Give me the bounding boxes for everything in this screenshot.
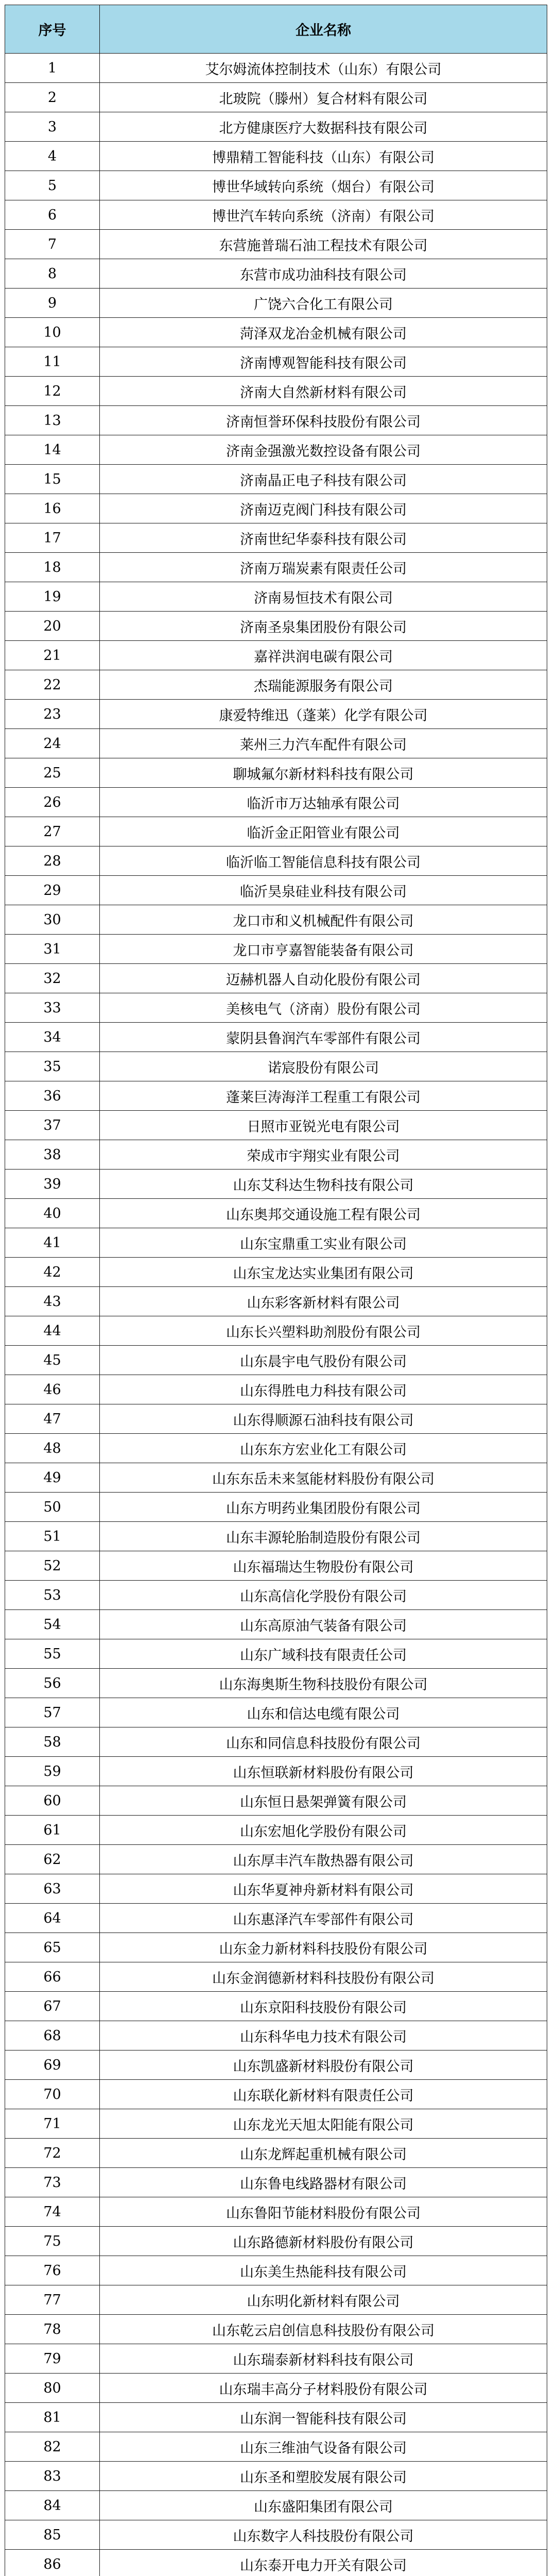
serial-number-cell: 11 (5, 347, 100, 377)
serial-number-cell: 39 (5, 1170, 100, 1199)
serial-number-cell: 80 (5, 2374, 100, 2403)
company-name-cell: 山东瑞丰高分子材料股份有限公司 (100, 2374, 547, 2403)
serial-number-cell: 46 (5, 1375, 100, 1404)
company-name-cell: 东营施普瑞石油工程技术有限公司 (100, 230, 547, 259)
company-table (5, 5, 547, 2576)
table-row (5, 1493, 547, 1522)
table-row (5, 1757, 547, 1786)
serial-number-cell: 65 (5, 1933, 100, 1962)
company-name-cell: 山东龙光天旭太阳能有限公司 (100, 2109, 547, 2139)
company-name-cell: 美核电气（济南）股份有限公司 (100, 993, 547, 1023)
serial-number-cell: 58 (5, 1727, 100, 1757)
company-name-cell: 山东金力新材料科技股份有限公司 (100, 1933, 547, 1962)
serial-number-cell: 59 (5, 1757, 100, 1786)
table-row (5, 435, 547, 465)
serial-number-cell: 60 (5, 1786, 100, 1816)
table-row (5, 1170, 547, 1199)
company-name-cell: 北玻院（滕州）复合材料有限公司 (100, 83, 547, 112)
serial-number-cell: 15 (5, 465, 100, 494)
serial-number-cell: 76 (5, 2256, 100, 2285)
table-row (5, 171, 547, 200)
table-row (5, 1023, 547, 1052)
serial-number-cell: 63 (5, 1874, 100, 1904)
company-name-cell: 山东高原油气装备有限公司 (100, 1610, 547, 1639)
table-row (5, 377, 547, 406)
serial-number-cell: 14 (5, 435, 100, 465)
table-row (5, 230, 547, 259)
table-row (5, 1639, 547, 1669)
table-row (5, 2227, 547, 2256)
serial-number-cell: 25 (5, 758, 100, 788)
table-row (5, 817, 547, 846)
serial-number-cell: 51 (5, 1522, 100, 1551)
serial-number-cell: 75 (5, 2227, 100, 2256)
table-row (5, 1346, 547, 1375)
company-name-cell: 迈赫机器人自动化股份有限公司 (100, 964, 547, 993)
serial-number-cell: 79 (5, 2344, 100, 2374)
company-name-cell: 济南金强激光数控设备有限公司 (100, 435, 547, 465)
serial-number-cell: 22 (5, 670, 100, 700)
serial-number-cell: 72 (5, 2139, 100, 2168)
serial-number-cell: 2 (5, 83, 100, 112)
table-row (5, 905, 547, 935)
table-row (5, 758, 547, 788)
company-name-cell: 山东和信达电缆有限公司 (100, 1698, 547, 1727)
table-row (5, 1874, 547, 1904)
serial-number-cell: 70 (5, 2080, 100, 2109)
table-row (5, 935, 547, 964)
company-name-cell: 嘉祥洪润电碳有限公司 (100, 641, 547, 670)
header-company-name: 企业名称 (100, 5, 547, 54)
serial-number-cell: 41 (5, 1228, 100, 1258)
table-header (5, 5, 547, 54)
table-row (5, 993, 547, 1023)
serial-number-cell: 78 (5, 2315, 100, 2344)
table-row (5, 1727, 547, 1757)
serial-number-cell: 3 (5, 112, 100, 142)
serial-number-cell: 30 (5, 905, 100, 935)
company-name-cell: 龙口市亨嘉智能装备有限公司 (100, 935, 547, 964)
serial-number-cell: 45 (5, 1346, 100, 1375)
company-name-cell: 山东宏旭化学股份有限公司 (100, 1816, 547, 1845)
table-body (5, 54, 547, 2576)
table-row (5, 2139, 547, 2168)
company-name-cell: 山东得顺源石油科技有限公司 (100, 1404, 547, 1434)
company-name-cell: 济南博观智能科技有限公司 (100, 347, 547, 377)
serial-number-cell: 35 (5, 1052, 100, 1081)
serial-number-cell: 27 (5, 817, 100, 846)
company-name-cell: 山东恒联新材料股份有限公司 (100, 1757, 547, 1786)
company-list-sheet (5, 5, 547, 2576)
serial-number-cell: 33 (5, 993, 100, 1023)
serial-number-cell: 29 (5, 876, 100, 905)
company-name-cell: 山东三维油气设备有限公司 (100, 2432, 547, 2462)
serial-number-cell: 1 (5, 54, 100, 83)
table-row (5, 2256, 547, 2285)
table-row (5, 1962, 547, 1992)
company-name-cell: 山东晨宇电气股份有限公司 (100, 1346, 547, 1375)
table-row (5, 406, 547, 435)
table-row (5, 259, 547, 289)
serial-number-cell: 47 (5, 1404, 100, 1434)
table-row (5, 465, 547, 494)
company-name-cell: 山东宝鼎重工实业有限公司 (100, 1228, 547, 1258)
serial-number-cell: 16 (5, 494, 100, 523)
serial-number-cell: 54 (5, 1610, 100, 1639)
table-row (5, 1786, 547, 1816)
table-row (5, 876, 547, 905)
company-name-cell: 荣成市宇翔实业有限公司 (100, 1140, 547, 1170)
company-name-cell: 博鼎精工智能科技（山东）有限公司 (100, 142, 547, 171)
table-row (5, 1904, 547, 1933)
table-row (5, 2050, 547, 2080)
serial-number-cell: 32 (5, 964, 100, 993)
company-name-cell: 艾尔姆流体控制技术（山东）有限公司 (100, 54, 547, 83)
table-row (5, 2374, 547, 2403)
company-name-cell: 济南晶正电子科技有限公司 (100, 465, 547, 494)
table-row (5, 1522, 547, 1551)
table-row (5, 1816, 547, 1845)
serial-number-cell: 86 (5, 2550, 100, 2576)
company-name-cell: 临沂临工智能信息科技有限公司 (100, 846, 547, 876)
company-name-cell: 博世华域转向系统（烟台）有限公司 (100, 171, 547, 200)
company-name-cell: 山东凯盛新材料股份有限公司 (100, 2050, 547, 2080)
company-name-cell: 莱州三力汽车配件有限公司 (100, 729, 547, 758)
table-row (5, 1581, 547, 1610)
company-name-cell: 山东泰开电力开关有限公司 (100, 2550, 547, 2576)
header-row (5, 5, 547, 54)
company-name-cell: 广饶六合化工有限公司 (100, 289, 547, 318)
serial-number-cell: 83 (5, 2462, 100, 2491)
serial-number-cell: 36 (5, 1081, 100, 1111)
table-row (5, 2285, 547, 2315)
company-name-cell: 济南万瑞炭素有限责任公司 (100, 553, 547, 582)
company-name-cell: 山东瑞泰新材料科技有限公司 (100, 2344, 547, 2374)
company-name-cell: 聊城氟尔新材料科技有限公司 (100, 758, 547, 788)
table-row (5, 582, 547, 612)
table-row (5, 2491, 547, 2520)
company-name-cell: 山东丰源轮胎制造股份有限公司 (100, 1522, 547, 1551)
serial-number-cell: 68 (5, 2021, 100, 2050)
company-name-cell: 济南大自然新材料有限公司 (100, 377, 547, 406)
serial-number-cell: 48 (5, 1434, 100, 1463)
table-row (5, 1698, 547, 1727)
company-name-cell: 山东京阳科技股份有限公司 (100, 1992, 547, 2021)
serial-number-cell: 19 (5, 582, 100, 612)
table-row (5, 670, 547, 700)
serial-number-cell: 10 (5, 318, 100, 347)
table-row (5, 1287, 547, 1316)
serial-number-cell: 24 (5, 729, 100, 758)
table-row (5, 641, 547, 670)
table-row (5, 1992, 547, 2021)
company-name-cell: 杰瑞能源服务有限公司 (100, 670, 547, 700)
table-row (5, 1610, 547, 1639)
company-name-cell: 山东科华电力技术有限公司 (100, 2021, 547, 2050)
table-row (5, 1551, 547, 1581)
table-row (5, 1463, 547, 1493)
table-row (5, 729, 547, 758)
company-name-cell: 山东金润德新材料科技股份有限公司 (100, 1962, 547, 1992)
table-row (5, 1404, 547, 1434)
table-row (5, 2520, 547, 2550)
table-row (5, 2168, 547, 2197)
serial-number-cell: 6 (5, 200, 100, 230)
company-name-cell: 山东和同信息科技股份有限公司 (100, 1727, 547, 1757)
table-row (5, 1111, 547, 1140)
table-row (5, 2462, 547, 2491)
serial-number-cell: 77 (5, 2285, 100, 2315)
serial-number-cell: 74 (5, 2197, 100, 2227)
serial-number-cell: 34 (5, 1023, 100, 1052)
serial-number-cell: 56 (5, 1669, 100, 1698)
company-name-cell: 济南恒誉环保科技股份有限公司 (100, 406, 547, 435)
company-name-cell: 博世汽车转向系统（济南）有限公司 (100, 200, 547, 230)
company-name-cell: 山东华夏神舟新材料有限公司 (100, 1874, 547, 1904)
table-row (5, 612, 547, 641)
serial-number-cell: 20 (5, 612, 100, 641)
table-row (5, 2109, 547, 2139)
company-name-cell: 蒙阴县鲁润汽车零部件有限公司 (100, 1023, 547, 1052)
table-row (5, 83, 547, 112)
company-name-cell: 龙口市和义机械配件有限公司 (100, 905, 547, 935)
serial-number-cell: 73 (5, 2168, 100, 2197)
table-row (5, 788, 547, 817)
serial-number-cell: 23 (5, 700, 100, 729)
serial-number-cell: 31 (5, 935, 100, 964)
company-name-cell: 山东恒日悬架弹簧有限公司 (100, 1786, 547, 1816)
company-name-cell: 山东厚丰汽车散热器有限公司 (100, 1845, 547, 1874)
table-row (5, 523, 547, 553)
serial-number-cell: 17 (5, 523, 100, 553)
serial-number-cell: 21 (5, 641, 100, 670)
company-name-cell: 济南圣泉集团股份有限公司 (100, 612, 547, 641)
company-name-cell: 山东彩客新材料有限公司 (100, 1287, 547, 1316)
company-name-cell: 济南世纪华泰科技有限公司 (100, 523, 547, 553)
table-row (5, 1199, 547, 1228)
serial-number-cell: 62 (5, 1845, 100, 1874)
company-name-cell: 山东长兴塑料助剂股份有限公司 (100, 1316, 547, 1346)
serial-number-cell: 40 (5, 1199, 100, 1228)
serial-number-cell: 85 (5, 2520, 100, 2550)
table-row (5, 112, 547, 142)
table-row (5, 1933, 547, 1962)
serial-number-cell: 38 (5, 1140, 100, 1170)
table-row (5, 700, 547, 729)
table-row (5, 553, 547, 582)
serial-number-cell: 71 (5, 2109, 100, 2139)
serial-number-cell: 84 (5, 2491, 100, 2520)
company-name-cell: 临沂昊泉硅业科技有限公司 (100, 876, 547, 905)
table-row (5, 1316, 547, 1346)
serial-number-cell: 4 (5, 142, 100, 171)
serial-number-cell: 53 (5, 1581, 100, 1610)
serial-number-cell: 67 (5, 1992, 100, 2021)
table-row (5, 347, 547, 377)
company-name-cell: 山东海奥斯生物科技股份有限公司 (100, 1669, 547, 1698)
company-name-cell: 山东福瑞达生物股份有限公司 (100, 1551, 547, 1581)
table-row (5, 1140, 547, 1170)
company-name-cell: 康爱特维迅（蓬莱）化学有限公司 (100, 700, 547, 729)
table-row (5, 54, 547, 83)
serial-number-cell: 9 (5, 289, 100, 318)
company-name-cell: 山东路德新材料股份有限公司 (100, 2227, 547, 2256)
table-row (5, 1669, 547, 1698)
table-row (5, 964, 547, 993)
company-name-cell: 山东奥邦交通设施工程有限公司 (100, 1199, 547, 1228)
table-row (5, 1228, 547, 1258)
table-row (5, 1434, 547, 1463)
table-row (5, 2432, 547, 2462)
company-name-cell: 济南迈克阀门科技有限公司 (100, 494, 547, 523)
table-row (5, 2403, 547, 2432)
company-name-cell: 山东龙辉起重机械有限公司 (100, 2139, 547, 2168)
serial-number-cell: 28 (5, 846, 100, 876)
serial-number-cell: 43 (5, 1287, 100, 1316)
company-name-cell: 山东艾科达生物科技有限公司 (100, 1170, 547, 1199)
serial-number-cell: 13 (5, 406, 100, 435)
serial-number-cell: 82 (5, 2432, 100, 2462)
serial-number-cell: 81 (5, 2403, 100, 2432)
table-row (5, 2550, 547, 2576)
company-name-cell: 山东得胜电力科技有限公司 (100, 1375, 547, 1404)
table-row (5, 289, 547, 318)
company-name-cell: 山东乾云启创信息科技股份有限公司 (100, 2315, 547, 2344)
serial-number-cell: 12 (5, 377, 100, 406)
company-name-cell: 山东明化新材料有限公司 (100, 2285, 547, 2315)
serial-number-cell: 66 (5, 1962, 100, 1992)
table-row (5, 2080, 547, 2109)
company-name-cell: 山东方明药业集团股份有限公司 (100, 1493, 547, 1522)
serial-number-cell: 7 (5, 230, 100, 259)
table-row (5, 1845, 547, 1874)
company-name-cell: 济南易恒技术有限公司 (100, 582, 547, 612)
company-name-cell: 山东宝龙达实业集团有限公司 (100, 1258, 547, 1287)
table-row (5, 1081, 547, 1111)
company-name-cell: 东营市成功油科技有限公司 (100, 259, 547, 289)
table-row (5, 2021, 547, 2050)
company-name-cell: 山东联化新材料有限责任公司 (100, 2080, 547, 2109)
company-name-cell: 蓬莱巨涛海洋工程重工有限公司 (100, 1081, 547, 1111)
company-name-cell: 临沂市万达轴承有限公司 (100, 788, 547, 817)
serial-number-cell: 61 (5, 1816, 100, 1845)
table-row (5, 2344, 547, 2374)
table-row (5, 2197, 547, 2227)
table-row (5, 1375, 547, 1404)
table-row (5, 494, 547, 523)
serial-number-cell: 57 (5, 1698, 100, 1727)
serial-number-cell: 69 (5, 2050, 100, 2080)
company-name-cell: 北方健康医疗大数据科技有限公司 (100, 112, 547, 142)
serial-number-cell: 26 (5, 788, 100, 817)
company-name-cell: 山东盛阳集团有限公司 (100, 2491, 547, 2520)
company-name-cell: 菏泽双龙冶金机械有限公司 (100, 318, 547, 347)
company-name-cell: 山东广域科技有限责任公司 (100, 1639, 547, 1669)
table-row (5, 200, 547, 230)
table-row (5, 2315, 547, 2344)
serial-number-cell: 5 (5, 171, 100, 200)
serial-number-cell: 49 (5, 1463, 100, 1493)
company-name-cell: 临沂金正阳管业有限公司 (100, 817, 547, 846)
table-row (5, 318, 547, 347)
serial-number-cell: 55 (5, 1639, 100, 1669)
table-row (5, 846, 547, 876)
serial-number-cell: 8 (5, 259, 100, 289)
company-name-cell: 山东鲁电线路器材有限公司 (100, 2168, 547, 2197)
serial-number-cell: 52 (5, 1551, 100, 1581)
company-name-cell: 山东数字人科技股份有限公司 (100, 2520, 547, 2550)
company-name-cell: 山东圣和塑胶发展有限公司 (100, 2462, 547, 2491)
company-name-cell: 山东美生热能科技有限公司 (100, 2256, 547, 2285)
company-name-cell: 诺宸股份有限公司 (100, 1052, 547, 1081)
header-serial-number: 序号 (5, 5, 100, 54)
company-name-cell: 日照市亚锐光电有限公司 (100, 1111, 547, 1140)
serial-number-cell: 64 (5, 1904, 100, 1933)
table-row (5, 142, 547, 171)
table-row (5, 1258, 547, 1287)
company-name-cell: 山东润一智能科技有限公司 (100, 2403, 547, 2432)
table-row (5, 1052, 547, 1081)
company-name-cell: 山东东方宏业化工有限公司 (100, 1434, 547, 1463)
serial-number-cell: 50 (5, 1493, 100, 1522)
company-name-cell: 山东鲁阳节能材料股份有限公司 (100, 2197, 547, 2227)
serial-number-cell: 37 (5, 1111, 100, 1140)
company-name-cell: 山东高信化学股份有限公司 (100, 1581, 547, 1610)
serial-number-cell: 18 (5, 553, 100, 582)
company-name-cell: 山东惠泽汽车零部件有限公司 (100, 1904, 547, 1933)
serial-number-cell: 42 (5, 1258, 100, 1287)
serial-number-cell: 44 (5, 1316, 100, 1346)
company-name-cell: 山东东岳未来氢能材料股份有限公司 (100, 1463, 547, 1493)
